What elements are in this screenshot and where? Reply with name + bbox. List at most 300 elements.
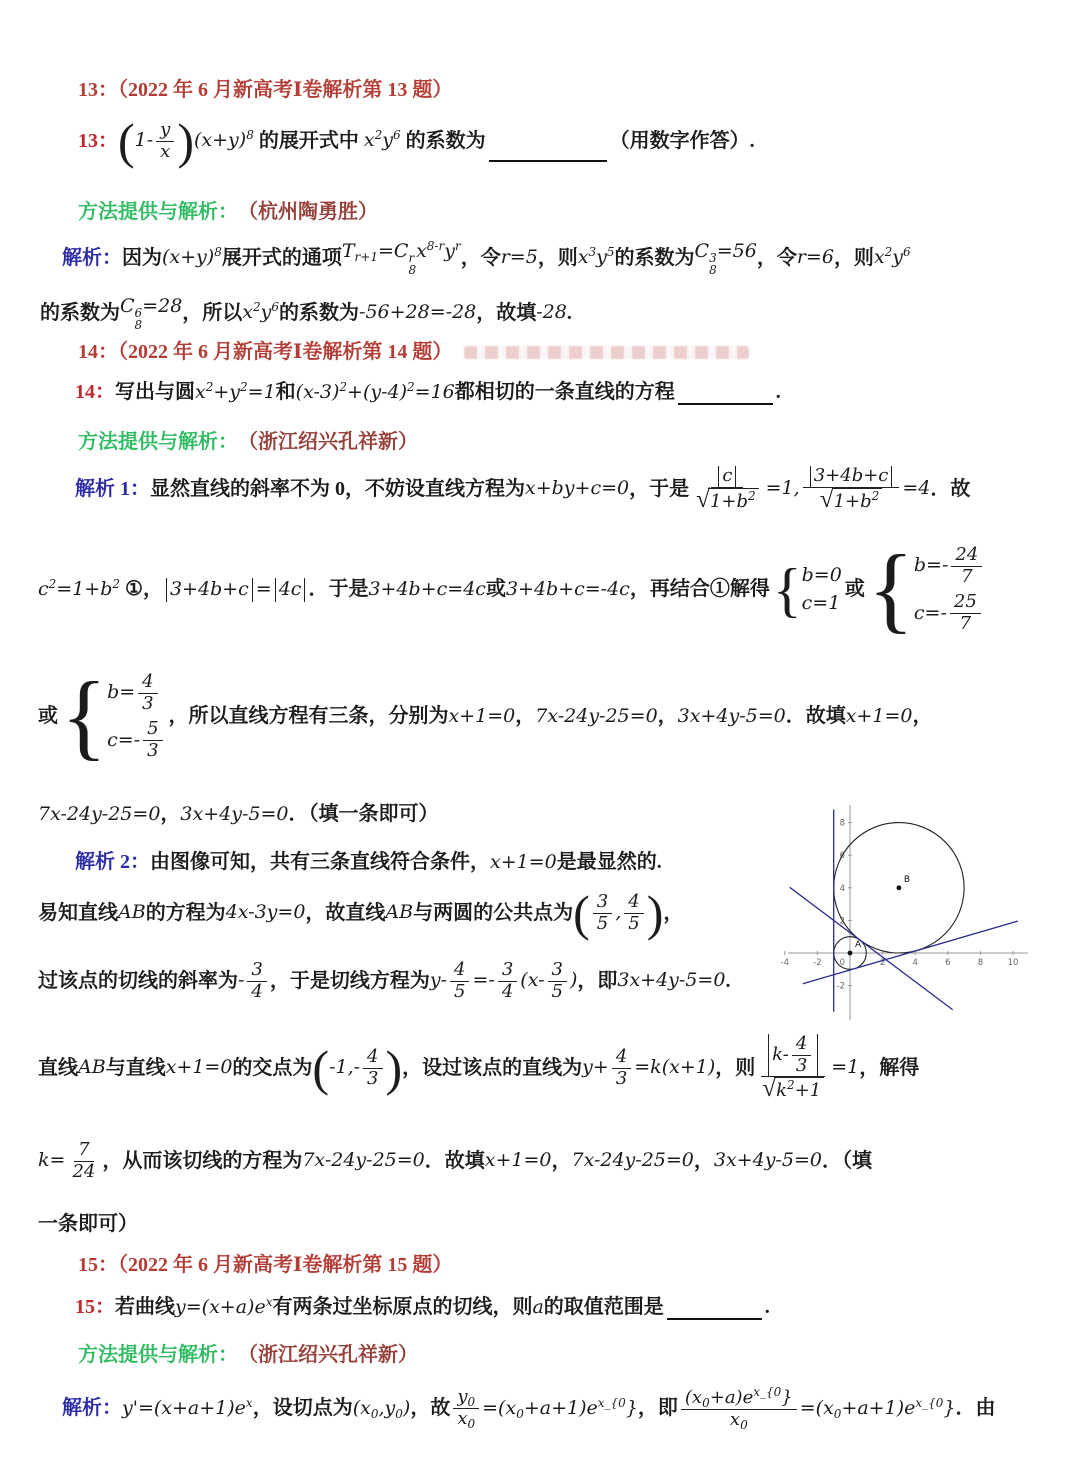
cases-row xyxy=(914,545,985,587)
math-run: $=(x_0+a+1)e^{x\_\{0}$} xyxy=(799,1395,956,1421)
text-run: 有两条过坐标原点的切线，则 xyxy=(272,1296,533,1318)
open-paren: ( xyxy=(118,113,135,170)
fraction-numerator xyxy=(593,892,612,914)
text-run: ，所以直线方程有三条，分别为 xyxy=(168,705,449,728)
q13-header xyxy=(78,78,452,103)
superscript: 8-r xyxy=(426,239,445,253)
math-run: $=(x_0+a+1)e^{x\_\{0}$} xyxy=(482,1395,638,1421)
cases-brace-group xyxy=(61,662,166,770)
fraction xyxy=(156,120,174,162)
fraction-denominator xyxy=(612,1069,631,1090)
text-run: ，设切点为 xyxy=(252,1397,353,1419)
text-run: 解析 1： xyxy=(75,477,150,500)
math-run: 4 xyxy=(628,891,640,912)
math-run: x+by+c=0 xyxy=(525,477,630,500)
subscript: 8 xyxy=(134,318,143,333)
math-run: x xyxy=(160,140,171,162)
answer-blank xyxy=(678,383,773,405)
fraction xyxy=(951,545,982,587)
absolute-value xyxy=(718,466,736,487)
text-run: 显然直线的斜率不为 0，不妨设直线方程为 xyxy=(150,477,525,500)
x-tick-label: 8 xyxy=(977,958,984,968)
fraction-denominator xyxy=(143,741,162,762)
q13-problem xyxy=(78,113,755,170)
subscript: 8 xyxy=(709,263,717,278)
solution-13-line-1 xyxy=(62,240,911,276)
text-run: ，则 xyxy=(715,1056,756,1079)
text-run: 的系数为 xyxy=(614,246,695,269)
superscript: x xyxy=(265,1294,273,1309)
parenthesized-group xyxy=(118,113,194,170)
math-run: 5 xyxy=(596,912,609,934)
math-run: 3 xyxy=(795,1054,808,1076)
y-tick-label: 2 xyxy=(839,916,845,927)
math-run: 4 xyxy=(501,980,514,1002)
text-run: . xyxy=(764,1296,770,1318)
fraction-denominator xyxy=(692,485,763,513)
close-paren: ) xyxy=(646,885,664,942)
q15-header xyxy=(78,1253,452,1278)
math-run: b=0 xyxy=(801,563,842,586)
text-run: 方法提供与解析： xyxy=(78,1344,238,1366)
left-brace: { xyxy=(867,535,914,643)
math-run: k= xyxy=(38,1149,66,1172)
math-run: $1+b^2$ xyxy=(709,488,756,512)
point-A xyxy=(848,951,853,956)
text-run: （用数字作答）. xyxy=(609,129,755,152)
fraction-denominator xyxy=(156,142,174,163)
superscript: 2 xyxy=(787,1078,795,1093)
math-run: k- xyxy=(772,1043,789,1065)
fraction-numerator xyxy=(498,960,517,982)
math-run: b= xyxy=(107,681,136,704)
superscript: r xyxy=(408,251,415,265)
text-run: ， xyxy=(693,1149,714,1172)
text-run: ①， xyxy=(120,578,163,601)
text-run: ，故直线 xyxy=(305,901,386,924)
fraction-numerator xyxy=(450,960,469,982)
text-run: 14： xyxy=(75,381,115,403)
math-run: r=6 xyxy=(796,246,834,269)
subscript: 0 xyxy=(702,1396,710,1410)
answer-blank xyxy=(667,1298,762,1320)
radical xyxy=(696,485,759,513)
fraction-numerator xyxy=(624,892,643,914)
math-run: x+1=0 xyxy=(490,850,557,873)
math-run: c=1 xyxy=(801,592,841,615)
radical xyxy=(819,485,883,513)
fraction xyxy=(247,960,266,1002)
math-run: b=- xyxy=(913,554,949,577)
fraction-denominator xyxy=(726,1410,752,1431)
fraction-denominator xyxy=(548,982,567,1003)
math-run: -1,- xyxy=(329,1056,361,1079)
fraction-numerator xyxy=(74,1140,93,1162)
math-run: -28 xyxy=(536,301,567,324)
text-run: ，则 xyxy=(537,246,578,269)
fraction-numerator xyxy=(156,120,174,142)
open-paren: ( xyxy=(312,1040,330,1097)
fraction-denominator xyxy=(498,982,517,1003)
fraction-numerator xyxy=(761,1034,825,1077)
math-run: $y_0$ xyxy=(457,1386,476,1409)
text-run: 的交点为 xyxy=(232,1056,313,1079)
text-run: 的方程为 xyxy=(145,901,226,924)
fraction-numerator xyxy=(138,672,157,694)
text-run: ， xyxy=(551,1149,572,1172)
superscript: 2 xyxy=(339,379,348,394)
text-run: 的系数为 xyxy=(400,129,486,152)
geometry-figure xyxy=(780,795,1080,1035)
fraction-numerator xyxy=(711,466,743,488)
text-run: （浙江绍兴孔祥新） xyxy=(238,1344,418,1366)
solution2-line-5 xyxy=(38,1140,872,1182)
math-run: $x^3y^5$ xyxy=(577,245,615,269)
text-run: 或 xyxy=(485,578,506,601)
superscript: 2 xyxy=(748,488,756,503)
math-run: $x_0$ xyxy=(729,1409,748,1432)
method-provider-13 xyxy=(78,200,378,225)
math-run: 4c xyxy=(278,578,302,600)
text-run: ，解得 xyxy=(859,1056,920,1079)
fraction-denominator xyxy=(247,982,266,1003)
text-run: ．故填 xyxy=(785,705,846,728)
math-run: $(x-3)^2+(y-4)^2=16$ xyxy=(295,379,455,403)
math-run: 3 xyxy=(551,959,563,980)
superscript: 2 xyxy=(407,379,415,394)
radical-sign: √ xyxy=(696,485,710,513)
math-run: =1 xyxy=(831,1056,860,1079)
cases-rows xyxy=(802,564,842,617)
math-run: 3+4b+c=-4c xyxy=(505,578,630,600)
paren-content xyxy=(135,120,178,162)
close-paren: ) xyxy=(385,1040,403,1097)
superscript: x_{0 xyxy=(753,1385,782,1399)
math-run: 24 xyxy=(955,544,979,565)
math-run: 1- xyxy=(134,129,154,152)
text-run: ，设过该点的直线为 xyxy=(402,1056,583,1079)
x-tick-label: 10 xyxy=(1007,958,1019,968)
superscript: 8 xyxy=(214,245,222,260)
text-run: 都相切的一条直线的方程 xyxy=(454,381,675,403)
math-run: $T_{r+1}=C$ r 8 $x^{8-r}y^r$ xyxy=(341,239,461,278)
math-run: = xyxy=(255,578,272,600)
fraction-denominator xyxy=(138,694,157,715)
math-run: 3 xyxy=(596,891,609,912)
erased-text-smudge xyxy=(464,346,749,359)
fraction xyxy=(450,960,469,1002)
absolute-value xyxy=(166,578,253,602)
fraction-denominator xyxy=(450,982,469,1003)
math-run: C 3 8 =56 xyxy=(694,240,757,278)
text-run: ．于是 xyxy=(308,578,369,601)
math-run: 4 xyxy=(142,671,154,692)
text-run: 的系数为 xyxy=(279,301,360,324)
text-run: ，则 xyxy=(833,246,874,269)
text-run: ， xyxy=(160,803,181,825)
solution2-line-4 xyxy=(38,1034,919,1102)
text-run: 的系数为 xyxy=(40,301,120,324)
text-run: 的取值范围是 xyxy=(543,1296,664,1318)
subscript: 8 xyxy=(408,263,417,278)
subscript: r+1 xyxy=(354,250,378,264)
y-tick-label: 6 xyxy=(839,851,845,862)
math-run: 3 xyxy=(501,959,514,980)
fraction xyxy=(453,1387,479,1430)
text-run: 15：（2022 年 6 月新高考Ⅰ卷解析第 15 题） xyxy=(78,1254,453,1276)
math-run: 3 xyxy=(147,740,159,762)
math-run: 7 xyxy=(78,1139,90,1160)
text-run: ，即 xyxy=(577,969,618,992)
text-run: 展开式的通项 xyxy=(221,246,342,269)
fraction xyxy=(593,892,612,934)
method-provider-14 xyxy=(78,430,418,455)
radical xyxy=(762,1077,824,1102)
math-run: a xyxy=(532,1295,544,1318)
line-7x-minus-24y-minus-25 xyxy=(803,921,1018,984)
text-run: 13：（2022 年 6 月新高考Ⅰ卷解析第 13 题） xyxy=(78,79,453,101)
math-run: y+ xyxy=(582,1056,609,1079)
superscript: x_{0 xyxy=(915,1395,944,1410)
radical-sign: √ xyxy=(819,485,834,513)
text-run: ， xyxy=(657,705,678,728)
x-tick-label: -4 xyxy=(780,958,790,968)
cases-brace-group xyxy=(772,556,842,623)
math-run: 7x-24y-25=0 xyxy=(38,802,161,825)
math-run: (x- xyxy=(520,969,545,992)
text-run: 或 xyxy=(844,578,865,601)
fraction-numerator xyxy=(792,1034,811,1056)
text-run: 是最显然的. xyxy=(556,851,662,873)
fraction xyxy=(681,1386,797,1431)
math-run: =k(x+1) xyxy=(634,1056,716,1079)
text-run: ，于是切线方程为 xyxy=(269,969,430,992)
math-run: $(x_0,y_0)$ xyxy=(352,1396,411,1421)
solution2-line-2 xyxy=(38,885,684,942)
math-run: =4 xyxy=(902,477,931,500)
solution2-line-6 xyxy=(38,1212,138,1237)
text-run: 的展开式中 xyxy=(253,129,364,152)
text-run: 一条即可） xyxy=(38,1213,138,1235)
math-run: $(x+y)^8$ xyxy=(162,245,222,269)
solution2-line-1 xyxy=(75,850,662,875)
math-run: $x^2+y^2=1$ xyxy=(195,379,276,403)
math-run: -56+28=-28 xyxy=(359,301,477,324)
fraction-numerator xyxy=(143,719,162,741)
math-run: AB xyxy=(78,1056,106,1079)
y-tick-label: 8 xyxy=(839,818,845,829)
fraction xyxy=(758,1034,828,1102)
math-run: 3x+4y-5=0 xyxy=(180,802,289,825)
line-3x-plus-4y-minus-5 xyxy=(790,887,953,1009)
left-brace: { xyxy=(61,662,108,770)
text-run: ，故填 xyxy=(476,301,537,324)
fraction-denominator xyxy=(453,1409,479,1430)
subscript: 0 xyxy=(370,1406,379,1421)
fraction xyxy=(792,1034,811,1076)
fraction-numerator xyxy=(548,960,567,982)
cases-brace-group xyxy=(867,535,986,643)
math-run: y xyxy=(160,119,171,140)
math-run: ) xyxy=(569,969,578,992)
text-run: 因为 xyxy=(122,246,162,269)
math-run: 7x-24y-25=0 xyxy=(535,705,658,727)
solution1-line-1 xyxy=(75,466,970,512)
superscript: 2 xyxy=(240,379,248,394)
absolute-value xyxy=(768,1034,818,1076)
math-run: 4 xyxy=(795,1033,808,1054)
superscript: 2 xyxy=(884,245,893,260)
math-run: $x^2y^6$ xyxy=(363,128,401,152)
x-tick-label: 4 xyxy=(912,958,918,968)
math-run: $x^2y^6$ xyxy=(242,300,280,324)
solution1-line-2 xyxy=(38,535,988,643)
fraction xyxy=(612,1047,631,1089)
fraction-denominator xyxy=(792,1056,811,1077)
text-run: ，再结合①解得 xyxy=(629,578,770,601)
fraction xyxy=(803,466,900,512)
text-run: 与两圆的公共点为 xyxy=(413,901,574,924)
text-run: 写出与圆 xyxy=(115,381,195,403)
solution1-line-4 xyxy=(38,802,438,827)
fraction-numerator xyxy=(612,1047,631,1069)
cases-row xyxy=(107,672,161,714)
cases-rows xyxy=(914,545,985,635)
math-run: x+1=0 xyxy=(845,705,913,727)
math-run: 7 xyxy=(961,565,973,587)
text-run: ．故 xyxy=(930,477,971,500)
superscript: 6 xyxy=(392,128,401,143)
text-run: 易知直线 xyxy=(38,901,118,924)
text-run: 解析 2： xyxy=(75,851,150,873)
q15-problem xyxy=(75,1295,770,1320)
math-run: c=- xyxy=(913,601,947,624)
solution-13-line-2 xyxy=(40,295,572,331)
math-run: r=5 xyxy=(500,246,538,269)
math-run: 24 xyxy=(72,1160,96,1182)
math-run: y- xyxy=(429,969,448,992)
fraction-denominator xyxy=(68,1162,99,1183)
y-tick-label: 4 xyxy=(839,883,845,894)
text-run: ，即 xyxy=(637,1397,678,1419)
absolute-value xyxy=(275,578,306,602)
math-run: 4 xyxy=(251,980,263,1002)
sup-sub-stack xyxy=(709,252,717,276)
text-run: ．故填 xyxy=(424,1149,485,1172)
subscript: 0 xyxy=(516,1406,524,1421)
math-run: 4 xyxy=(454,959,466,980)
math-run: 5 xyxy=(551,980,563,1002)
left-brace: { xyxy=(772,556,802,623)
fraction xyxy=(138,672,157,714)
text-run: . xyxy=(725,969,731,992)
text-run: ，令 xyxy=(460,246,501,269)
math-run: AB xyxy=(118,901,146,924)
math-run: 5 xyxy=(454,980,466,1002)
text-run: 若曲线 xyxy=(115,1296,175,1318)
fraction-denominator xyxy=(956,614,975,635)
superscript: 2 xyxy=(374,128,383,143)
math-run: AB xyxy=(385,901,414,924)
fraction xyxy=(143,719,162,761)
fraction xyxy=(68,1140,99,1182)
method-provider-15 xyxy=(78,1343,418,1368)
text-run: 13： xyxy=(78,129,118,152)
fraction xyxy=(692,466,763,512)
text-run: ．（填一条即可） xyxy=(288,803,439,825)
text-run: ， xyxy=(515,705,536,728)
math-run: 3x+4y-5=0 xyxy=(617,969,726,992)
superscript: x_{0 xyxy=(597,1395,626,1410)
math-run: 3x+4y-5=0 xyxy=(677,705,786,727)
math-run: x+1=0 xyxy=(165,1056,233,1079)
math-run: 3+4b+c xyxy=(813,465,889,486)
text-run: 方法提供与解析： xyxy=(78,431,238,453)
fraction-denominator xyxy=(593,914,612,935)
text-run: ，于是 xyxy=(629,477,690,500)
text-run: ，故 xyxy=(410,1397,451,1419)
text-run: （浙江绍兴孔祥新） xyxy=(238,431,418,453)
math-run: 4 xyxy=(367,1045,379,1067)
math-run: $1+b^2$ xyxy=(833,488,880,512)
math-run: =1, xyxy=(765,477,800,500)
math-run: $c^2=1+b^2$ xyxy=(38,577,121,600)
fraction-denominator xyxy=(363,1069,382,1090)
fraction-numerator xyxy=(950,592,981,614)
math-run: $(x+y)^8$ xyxy=(194,128,254,152)
subscript: 0 xyxy=(467,1395,476,1409)
text-run: （杭州陶勇胜） xyxy=(238,201,378,223)
fraction-denominator xyxy=(957,567,976,588)
x-tick-label: 2 xyxy=(879,958,886,968)
math-run: $k^2+1$ xyxy=(776,1078,822,1102)
parenthesized-group xyxy=(573,885,664,942)
text-run: . xyxy=(775,381,781,403)
fraction xyxy=(548,960,567,1002)
math-run: 3+4b+c xyxy=(169,578,249,600)
superscript: 3 xyxy=(709,251,717,265)
point-label-B: B xyxy=(903,874,911,885)
math-run: $x^2y^6$ xyxy=(873,245,911,269)
text-run: ， xyxy=(663,901,684,924)
math-run: 7x-24y-25=0 xyxy=(571,1149,694,1172)
y-tick-label: -2 xyxy=(836,981,845,992)
math-run: $x_0$ xyxy=(457,1408,476,1431)
cases-row xyxy=(107,719,165,761)
cases-row xyxy=(802,564,842,588)
text-run: 15： xyxy=(75,1296,115,1318)
fraction-denominator xyxy=(624,914,643,935)
text-run: 与直线 xyxy=(105,1056,166,1079)
math-run: 3 xyxy=(142,692,154,714)
fraction xyxy=(498,960,517,1002)
math-run: , xyxy=(615,901,622,924)
q14-header xyxy=(78,340,749,365)
math-run: - xyxy=(238,969,245,992)
math-run: x+1=0 xyxy=(448,705,516,727)
superscript: 2 xyxy=(253,300,261,315)
text-run: ，从而该切线的方程为 xyxy=(102,1149,303,1172)
fraction-numerator xyxy=(681,1386,797,1410)
point-B xyxy=(897,885,902,890)
x-tick-label: 6 xyxy=(945,958,951,968)
math-run: 3 xyxy=(615,1067,628,1089)
open-paren: ( xyxy=(573,885,590,942)
text-run: ，令 xyxy=(756,246,797,269)
x-tick-label: -2 xyxy=(813,958,822,968)
radicand xyxy=(832,488,883,513)
text-run: . xyxy=(566,301,572,324)
